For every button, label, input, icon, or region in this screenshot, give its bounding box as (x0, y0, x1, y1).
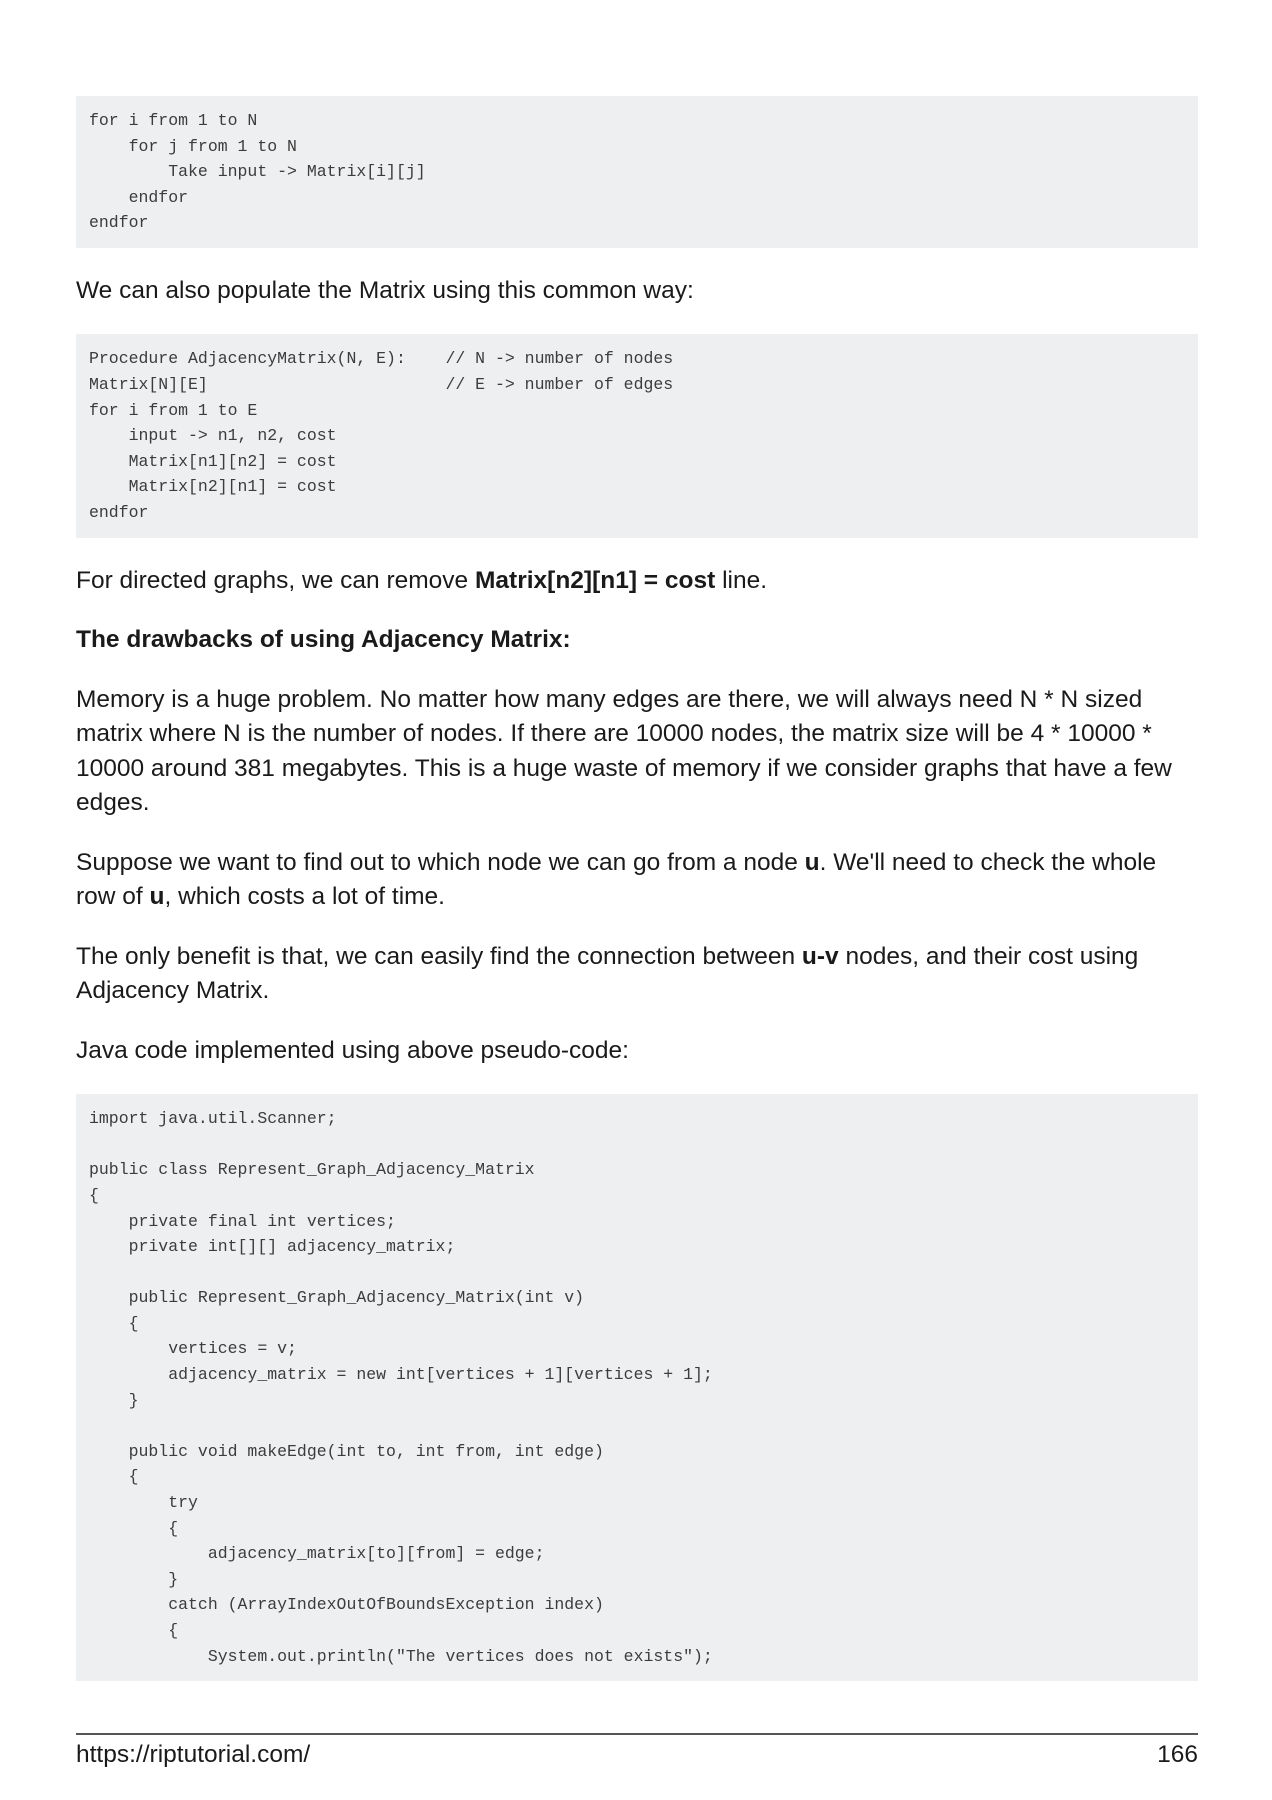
code-line (89, 1132, 1185, 1158)
code-line: { (89, 1185, 99, 1205)
code-line: vertices = v; (89, 1339, 297, 1359)
benefit-text-a: The only benefit is that, we can easily find the connection between (76, 942, 802, 970)
find-node-bold-u1: u (804, 848, 820, 876)
code-line: { (89, 1313, 139, 1333)
code-line: endfor (89, 503, 149, 523)
find-node-text-a: Suppose we want to find out to which node we can go from a node (76, 848, 805, 876)
code-block-adjacency-procedure (76, 334, 1198, 537)
code-line: { (89, 1467, 139, 1487)
code-line: } (89, 1569, 179, 1589)
paragraph-directed-graphs (76, 564, 1198, 599)
benefit-bold-uv: u-v (801, 942, 839, 970)
benefit-text-c: nodes, and their cost using Adjacency Matrix. (76, 942, 1139, 1005)
code-line: { (89, 1518, 179, 1538)
code-line: Matrix[N][E] // E -> number of edges (89, 375, 674, 395)
directed-text-before: For directed graphs, we can remove (76, 566, 475, 594)
code-line (89, 1260, 1185, 1286)
paragraph-java-intro: Java code implemented using above pseudo-code: (76, 1036, 629, 1064)
code-line: Matrix[n1][n2] = cost (89, 451, 337, 471)
code-line: private final int vertices; (89, 1211, 396, 1231)
directed-text-after: line. (715, 566, 768, 594)
code-line: public class Represent_Graph_Adjacency_Matrix (89, 1160, 535, 1180)
page-content (76, 96, 1198, 1681)
find-node-bold-u2: u (149, 883, 165, 911)
paragraph-memory-problem: Memory is a huge problem. No matter how many edges are there, we will always need N * N sized matrix where N is the number of nodes. If there are 10000 nodes, the matrix size will be 4 * 10000 * 10000 around 381 megabytes. This is a huge waste of memory if we consider graphs that have a few edges. (76, 685, 1172, 817)
code-line: { (89, 1621, 179, 1640)
heading-text: The drawbacks of using Adjacency Matrix: (76, 626, 571, 654)
code-line: import java.util.Scanner; (89, 1109, 337, 1129)
paragraph-only-benefit (76, 940, 1198, 1009)
section-heading-drawbacks (76, 623, 1198, 658)
code-line: public Represent_Graph_Adjacency_Matrix(int v) (89, 1288, 585, 1308)
code-line: Procedure AdjacencyMatrix(N, E): // N -> number of nodes (89, 349, 674, 369)
page-footer (76, 1733, 1198, 1769)
paragraph-find-node (76, 846, 1198, 915)
code-line: for i from 1 to N (89, 111, 258, 130)
code-line: Take input -> Matrix[i][j] (89, 162, 426, 182)
code-line: endfor (89, 187, 189, 207)
directed-text-bold: Matrix[n2][n1] = cost (475, 566, 716, 594)
code-line: } (89, 1390, 139, 1410)
code-line: adjacency_matrix[to][from] = edge; (89, 1544, 545, 1564)
code-line: catch (ArrayIndexOutOfBoundsException index) (89, 1595, 604, 1615)
code-line: Matrix[n2][n1] = cost (89, 477, 337, 497)
code-line: private int[][] adjacency_matrix; (89, 1237, 456, 1257)
code-line: public void makeEdge(int to, int from, int edge) (89, 1441, 604, 1461)
code-block-pseudo-input (76, 96, 1198, 248)
code-line: for i from 1 to E (89, 400, 258, 420)
footer-url[interactable]: https://riptutorial.com/ (76, 1741, 311, 1768)
paragraph-populate-intro: We can also populate the Matrix using this common way: (76, 276, 694, 304)
find-node-text-e: , which costs a lot of time. (164, 883, 445, 911)
code-line: input -> n1, n2, cost (89, 426, 337, 446)
code-line: for j from 1 to N (89, 136, 297, 156)
code-line: endfor (89, 213, 149, 233)
code-line: try (89, 1493, 198, 1513)
find-node-text-c: . We'll need to check the whole row of (76, 848, 1157, 911)
page-number: 166 (1157, 1741, 1198, 1768)
code-line: System.out.println("The vertices does not exists"); (89, 1646, 713, 1666)
code-line: adjacency_matrix = new int[vertices + 1][vertices + 1]; (89, 1365, 713, 1385)
code-line (89, 1413, 1185, 1439)
code-block-java (76, 1094, 1198, 1681)
